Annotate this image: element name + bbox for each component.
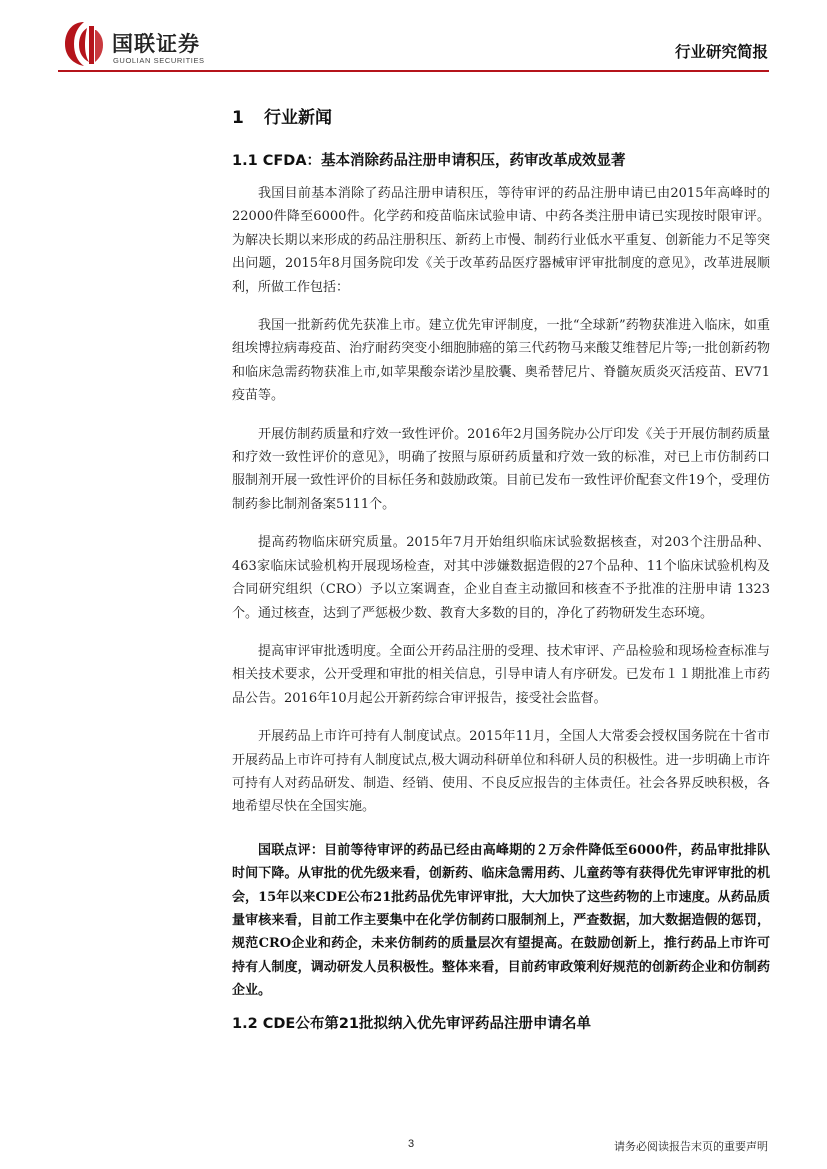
- report-type-label: 行业研究简报: [674, 43, 768, 61]
- logo-emblem-icon: [60, 18, 108, 70]
- analyst-comment: 国联点评：目前等待审评的药品已经由高峰期的２万余件降低至6000件，药品审批排队时间下降。从审批的优先级来看，创新药、临床急需用药、儿童药等有获得优先审评审批的机会，15年以来CDE公布21批药品优先审评审批，大大加快了这些药物的上市速度。从药品质量审核来看，目前工作主要集中在化学仿制药口服制剂上，严查数据，加大数据造假的惩罚，规范CRO企业和药企，未来仿制药的质量层次有望提高。在鼓励创新上，推行药品上市许可持有人制度，调动研发人员积极性。整体来看，目前药审政策利好规范的创新药企业和仿制药企业。: [232, 842, 770, 999]
- page-header: [0, 0, 827, 80]
- body-paragraph: 提高审评审批透明度。全面公开药品注册的受理、技术审评、产品检验和现场检查标准与相关技术要求，公开受理和审批的相关信息，引导申请人有序研发。已发布１１期批准上市药品公告。2016年10月起公开新药综合审评报告，接受社会监督。: [232, 643, 770, 706]
- body-paragraph: 我国一批新药优先获准上市。建立优先审评制度，一批“全球新”药物获准进入临床，如重组埃博拉病毒疫苗、治疗耐药突变小细胞肺癌的第三代药物马来酸艾维替尼片等;一批创新药物和临床急需药物获准上市,如苹果酸奈诺沙星胶囊、奥希替尼片、脊髓灰质炎灭活疫苗、EV71疫苗等。: [232, 318, 770, 404]
- body-paragraph: 开展仿制药质量和疗效一致性评价。2016年2月国务院办公厅印发《关于开展仿制药质量和疗效一致性评价的意见》，明确了按照与原研药质量和疗效一致的标准，对已上市仿制药口服制剂开展一致性评价的目标任务和鼓励政策。目前已发布一致性评价配套文件19个，受理仿制药参比制剂备案5111个。: [232, 426, 770, 512]
- subsection-heading-1-1: 1.1 CFDA：基本消除药品注册申请积压，药审改革成效显著: [232, 153, 626, 169]
- body-paragraph: 我国目前基本消除了药品注册申请积压，等待审评的药品注册申请已由2015年高峰时的22000件降至6000件。化学药和疫苗临床试验申请、中药各类注册申请已实现按时限审评。为解决长期以来形成的药品注册积压、新药上市慢、制药行业低水平重复、创新能力不足等突出问题，2015年8月国务院印发《关于改革药品医疗器械审评审批制度的意见》，改革进展顺利，所做工作包括：: [232, 186, 770, 295]
- logo-english-name: GUOLIAN SECURITIES: [113, 56, 205, 65]
- main-content: [232, 104, 770, 1045]
- section-heading: [232, 104, 770, 132]
- body-paragraph: 开展药品上市许可持有人制度试点。2015年11月，全国人大常委会授权国务院在十省市开展药品上市许可持有人制度试点,极大调动科研单位和科研人员的积极性。进一步明确上市许可持有人对药品研发、制造、经销、使用、不良反应报告的主体责任。社会各界反映积极，各地希望尽快在全国实施。: [232, 729, 770, 815]
- body-paragraph: 提高药物临床研究质量。2015年7月开始组织临床试验数据核查，对203个注册品种、463家临床试验机构开展现场检查，对其中涉嫌数据造假的27个品种、11个临床试验机构及合同研究组织（CRO）予以立案调查，企业自查主动撤回和核查不予批准的注册申请 1323个。通过核查，达到了严惩极少数、教育大多数的目的，净化了药物研发生态环境。: [232, 535, 770, 621]
- company-logo: [60, 18, 240, 70]
- page-number: 3: [408, 1138, 415, 1150]
- logo-chinese-name: 国联证券: [112, 32, 200, 56]
- subsection-heading-1-2: 1.2 CDE公布第21批拟纳入优先审评药品注册申请名单: [232, 1015, 591, 1032]
- section-title: 行业新闻: [264, 108, 332, 128]
- section-number: 1: [232, 108, 244, 128]
- header-divider: [58, 70, 769, 72]
- footer-disclaimer: 请务必阅读报告末页的重要声明: [614, 1140, 768, 1153]
